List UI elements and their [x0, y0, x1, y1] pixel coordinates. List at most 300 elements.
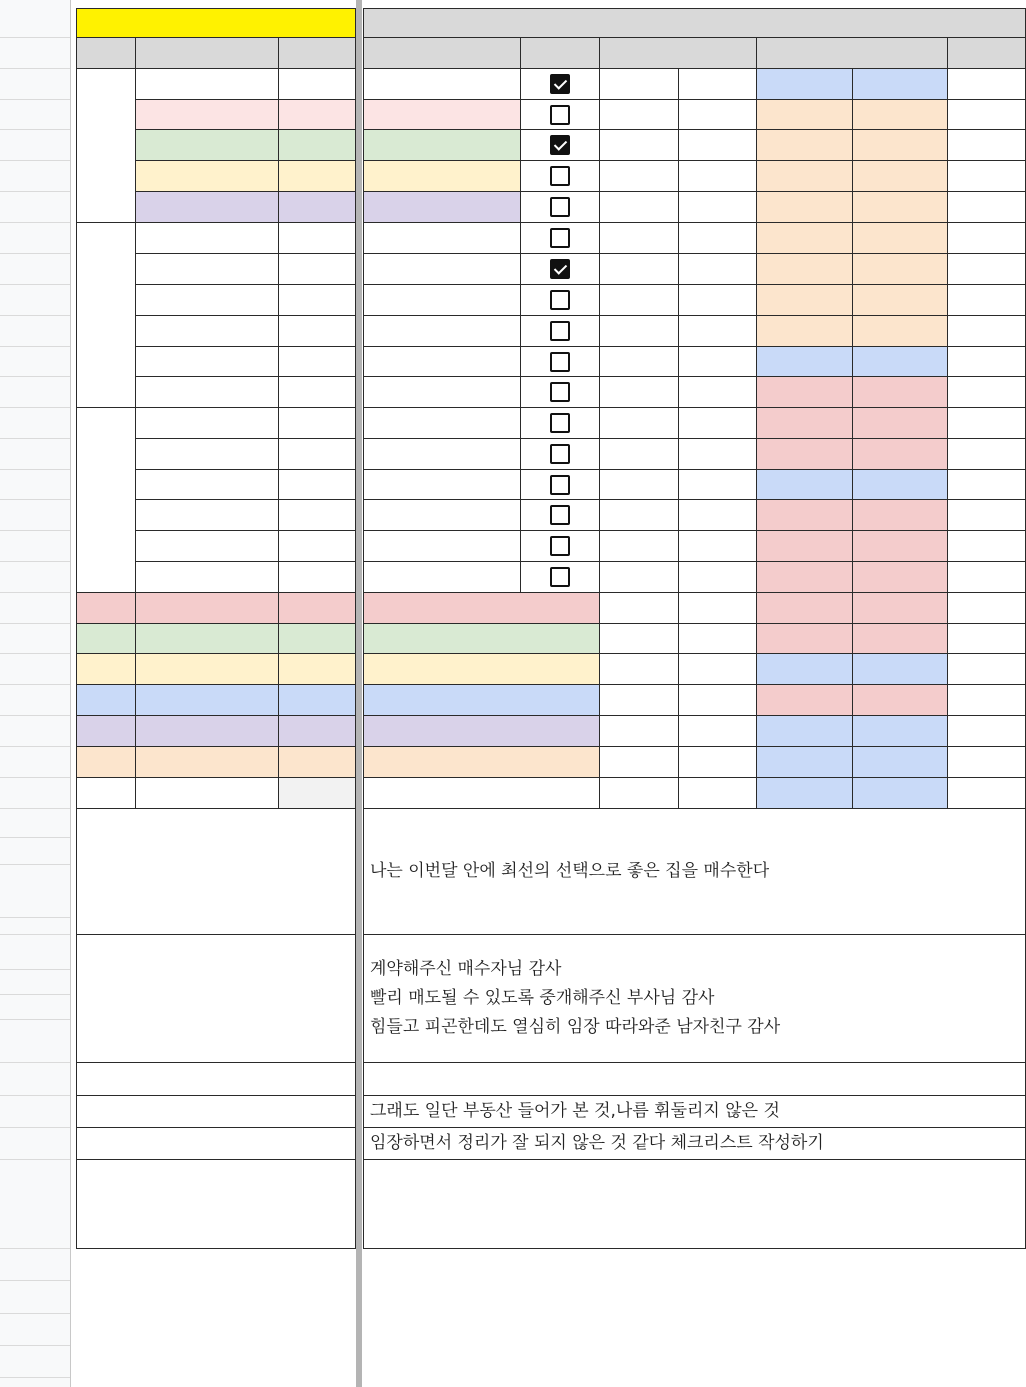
onething-result[interactable]: [279, 161, 356, 192]
activity-second-half[interactable]: [853, 192, 948, 223]
activity-first-half[interactable]: [757, 408, 853, 439]
summary-result[interactable]: [279, 685, 356, 716]
time-half[interactable]: [679, 192, 757, 223]
group-label-routine-invest: [76, 223, 136, 408]
goal-cell[interactable]: [363, 377, 521, 408]
row-number[interactable]: [0, 8, 70, 38]
activity-second-half[interactable]: [853, 100, 948, 130]
activity-second-half[interactable]: [853, 624, 948, 654]
row-number[interactable]: [0, 439, 70, 470]
routine-personal-item[interactable]: [136, 531, 279, 562]
spend-cell[interactable]: [948, 439, 1026, 470]
checkbox-unchecked[interactable]: [550, 166, 570, 186]
row-number[interactable]: [0, 970, 70, 995]
summary-value[interactable]: [136, 716, 279, 747]
activity-first-half[interactable]: [757, 562, 853, 593]
routine-invest-result[interactable]: [279, 254, 356, 285]
summary-value[interactable]: [136, 654, 279, 685]
goal-cell[interactable]: [363, 500, 521, 531]
routine-personal-item[interactable]: [136, 408, 279, 439]
onething-item[interactable]: [136, 130, 279, 161]
time-half[interactable]: [679, 470, 757, 500]
spend-cell[interactable]: [948, 685, 1026, 716]
summary-goal[interactable]: [363, 685, 600, 716]
one-word-label: [76, 1160, 356, 1249]
frozen-column-divider: [356, 0, 362, 1387]
summary-goal[interactable]: [363, 593, 600, 624]
row-number[interactable]: [0, 1249, 70, 1281]
routine-personal-result[interactable]: [279, 500, 356, 531]
spend-cell[interactable]: [948, 778, 1026, 809]
check-cell[interactable]: [521, 223, 600, 254]
activity-first-half[interactable]: [757, 685, 853, 716]
row-number[interactable]: [0, 192, 70, 223]
reflection-content[interactable]: [363, 1128, 1026, 1160]
check-cell[interactable]: [521, 130, 600, 161]
checkbox-unchecked[interactable]: [550, 105, 570, 125]
checkbox-unchecked[interactable]: [550, 475, 570, 495]
row-number[interactable]: [0, 865, 70, 918]
spend-cell[interactable]: [948, 161, 1026, 192]
checkbox-unchecked[interactable]: [550, 567, 570, 587]
header-category: [76, 38, 136, 69]
time-start[interactable]: [600, 161, 679, 192]
goal-empty-27[interactable]: [363, 778, 600, 809]
header-content: [757, 38, 948, 69]
spend-cell[interactable]: [948, 654, 1026, 685]
activity-second-half[interactable]: [853, 747, 948, 778]
spend-cell[interactable]: [948, 223, 1026, 254]
time-half[interactable]: [679, 685, 757, 716]
routine-invest-result[interactable]: [279, 377, 356, 408]
activity-first-half[interactable]: [757, 439, 853, 470]
checkbox-unchecked[interactable]: [550, 197, 570, 217]
spend-cell[interactable]: [948, 624, 1026, 654]
onething-item[interactable]: [136, 192, 279, 223]
spend-cell[interactable]: [948, 254, 1026, 285]
row-number[interactable]: [0, 316, 70, 347]
onething-result[interactable]: [279, 192, 356, 223]
activity-first-half[interactable]: [757, 316, 853, 347]
activity-first-half[interactable]: [757, 254, 853, 285]
time-half[interactable]: [679, 161, 757, 192]
gratitude-line: 빨리 매도될 수 있도록 중개해주신 부사님 감사: [370, 988, 715, 1008]
onething-result[interactable]: [279, 100, 356, 130]
routine-personal-result[interactable]: [279, 470, 356, 500]
time-half[interactable]: [679, 716, 757, 747]
onething-result[interactable]: [279, 130, 356, 161]
check-cell[interactable]: [521, 254, 600, 285]
routine-personal-item[interactable]: [136, 470, 279, 500]
spend-cell[interactable]: [948, 408, 1026, 439]
onething-result[interactable]: [279, 69, 356, 100]
spend-cell[interactable]: [948, 716, 1026, 747]
totals-label: [76, 1346, 136, 1378]
row-number[interactable]: [0, 995, 70, 1020]
header-time: [600, 38, 757, 69]
row-number[interactable]: [0, 747, 70, 778]
summary-goal[interactable]: [363, 716, 600, 747]
routine-personal-item[interactable]: [136, 439, 279, 470]
check-cell[interactable]: [521, 285, 600, 316]
time-half[interactable]: [679, 747, 757, 778]
check-cell[interactable]: [521, 408, 600, 439]
spend-cell[interactable]: [948, 69, 1026, 100]
summary-goal[interactable]: [363, 747, 600, 778]
summary-label: [76, 624, 136, 654]
time-start[interactable]: [600, 500, 679, 531]
spend-cell[interactable]: [948, 562, 1026, 593]
spend-cell[interactable]: [948, 593, 1026, 624]
time-half[interactable]: [679, 439, 757, 470]
time-half[interactable]: [679, 100, 757, 130]
activity-second-half[interactable]: [853, 69, 948, 100]
row-number[interactable]: [0, 624, 70, 654]
activity-first-half[interactable]: [757, 69, 853, 100]
reflection-text: 임장하면서 정리가 잘 되지 않은 것 같다 체크리스트 작성하기: [370, 1133, 824, 1153]
activity-first-half[interactable]: [757, 347, 853, 377]
activity-second-half[interactable]: [853, 654, 948, 685]
totals-label: [76, 1281, 136, 1314]
spend-cell[interactable]: [948, 747, 1026, 778]
time-start[interactable]: [600, 531, 679, 562]
routine-invest-result[interactable]: [279, 285, 356, 316]
spend-cell[interactable]: [948, 470, 1026, 500]
summary-value[interactable]: [136, 593, 279, 624]
checkbox-checked[interactable]: [550, 74, 570, 94]
row-number[interactable]: [0, 838, 70, 865]
row-number[interactable]: [0, 593, 70, 624]
row-number[interactable]: [0, 470, 70, 500]
activity-second-half[interactable]: [853, 130, 948, 161]
row-number[interactable]: [0, 408, 70, 439]
time-half[interactable]: [679, 408, 757, 439]
check-cell[interactable]: [521, 347, 600, 377]
onething-item[interactable]: [136, 69, 279, 100]
activity-second-half[interactable]: [853, 685, 948, 716]
spend-cell[interactable]: [948, 100, 1026, 130]
goal-cell[interactable]: [363, 254, 521, 285]
time-start[interactable]: [600, 100, 679, 130]
summary-goal[interactable]: [363, 624, 600, 654]
routine-invest-result[interactable]: [279, 223, 356, 254]
routine-invest-item[interactable]: [136, 223, 279, 254]
time-half[interactable]: [679, 223, 757, 254]
plan-label: [76, 1063, 356, 1096]
summary-value[interactable]: [136, 747, 279, 778]
row-number[interactable]: [0, 716, 70, 747]
activity-first-half[interactable]: [757, 223, 853, 254]
row-number[interactable]: [0, 377, 70, 408]
row-number[interactable]: [0, 531, 70, 562]
routine-invest-item[interactable]: [136, 254, 279, 285]
time-start[interactable]: [600, 654, 679, 685]
activity-second-half[interactable]: [853, 285, 948, 316]
time-start[interactable]: [600, 130, 679, 161]
time-half[interactable]: [679, 654, 757, 685]
check-cell[interactable]: [521, 316, 600, 347]
routine-personal-result[interactable]: [279, 562, 356, 593]
spend-cell[interactable]: [948, 347, 1026, 377]
checkbox-unchecked[interactable]: [550, 290, 570, 310]
goal-cell[interactable]: [363, 562, 521, 593]
goal-cell[interactable]: [363, 223, 521, 254]
time-start[interactable]: [600, 347, 679, 377]
totals-value[interactable]: [136, 1249, 359, 1281]
checkbox-checked[interactable]: [550, 259, 570, 279]
activity-first-half[interactable]: [757, 161, 853, 192]
routine-personal-item[interactable]: [136, 562, 279, 593]
spend-cell[interactable]: [948, 377, 1026, 408]
time-start[interactable]: [600, 593, 679, 624]
row-number[interactable]: [0, 809, 70, 838]
routine-personal-item[interactable]: [136, 500, 279, 531]
total-spend-value[interactable]: [136, 778, 279, 809]
time-start[interactable]: [600, 778, 679, 809]
summary-label: [76, 593, 136, 624]
summary-label: [76, 716, 136, 747]
routine-personal-result[interactable]: [279, 531, 356, 562]
summary-result[interactable]: [279, 654, 356, 685]
row-number[interactable]: [0, 285, 70, 316]
time-half[interactable]: [679, 624, 757, 654]
activity-second-half[interactable]: [853, 377, 948, 408]
activity-first-half[interactable]: [757, 716, 853, 747]
goal-cell[interactable]: [363, 408, 521, 439]
checkbox-unchecked[interactable]: [550, 321, 570, 341]
time-half[interactable]: [679, 69, 757, 100]
summary-result[interactable]: [279, 624, 356, 654]
gratitude-text: [364, 955, 786, 1042]
activity-first-half[interactable]: [757, 747, 853, 778]
check-cell[interactable]: [521, 377, 600, 408]
row-number[interactable]: [0, 500, 70, 531]
time-half[interactable]: [679, 377, 757, 408]
activity-second-half[interactable]: [853, 531, 948, 562]
activity-first-half[interactable]: [757, 778, 853, 809]
summary-label: [76, 654, 136, 685]
activity-first-half[interactable]: [757, 500, 853, 531]
summary-goal[interactable]: [363, 654, 600, 685]
activity-second-half[interactable]: [853, 223, 948, 254]
row-number[interactable]: [0, 223, 70, 254]
row-number[interactable]: [0, 130, 70, 161]
summary-value[interactable]: [136, 624, 279, 654]
goal-cell[interactable]: [363, 285, 521, 316]
spend-cell[interactable]: [948, 130, 1026, 161]
activity-second-half[interactable]: [853, 161, 948, 192]
goal-cell[interactable]: [363, 316, 521, 347]
row-number[interactable]: [0, 935, 70, 970]
activity-second-half[interactable]: [853, 254, 948, 285]
activity-second-half[interactable]: [853, 500, 948, 531]
time-half[interactable]: [679, 285, 757, 316]
onething-item[interactable]: [136, 161, 279, 192]
activity-second-half[interactable]: [853, 716, 948, 747]
summary-label: [76, 747, 136, 778]
goal-cell[interactable]: [363, 439, 521, 470]
onething-item[interactable]: [136, 100, 279, 130]
activity-first-half[interactable]: [757, 531, 853, 562]
activity-first-half[interactable]: [757, 130, 853, 161]
time-half[interactable]: [679, 593, 757, 624]
checkbox-unchecked[interactable]: [550, 413, 570, 433]
check-cell[interactable]: [521, 562, 600, 593]
activity-second-half[interactable]: [853, 470, 948, 500]
time-start[interactable]: [600, 470, 679, 500]
row-number[interactable]: [0, 161, 70, 192]
activity-second-half[interactable]: [853, 316, 948, 347]
goal-cell[interactable]: [363, 531, 521, 562]
summary-result[interactable]: [279, 747, 356, 778]
gratitude-content[interactable]: [363, 935, 1026, 1063]
routine-personal-result[interactable]: [279, 408, 356, 439]
goal-cell[interactable]: [363, 470, 521, 500]
routine-personal-result[interactable]: [279, 439, 356, 470]
checkbox-unchecked[interactable]: [550, 352, 570, 372]
check-cell[interactable]: [521, 100, 600, 130]
time-start[interactable]: [600, 69, 679, 100]
check-cell[interactable]: [521, 69, 600, 100]
row-number[interactable]: [0, 38, 70, 69]
row-number[interactable]: [0, 1314, 70, 1346]
row-number[interactable]: [0, 347, 70, 377]
checkbox-unchecked[interactable]: [550, 382, 570, 402]
routine-invest-item[interactable]: [136, 316, 279, 347]
spend-cell[interactable]: [948, 192, 1026, 223]
checkbox-checked[interactable]: [550, 135, 570, 155]
summary-result[interactable]: [279, 716, 356, 747]
totals-value[interactable]: [136, 1281, 359, 1314]
goal-cell[interactable]: [363, 69, 521, 100]
time-start[interactable]: [600, 747, 679, 778]
time-start[interactable]: [600, 192, 679, 223]
row-number[interactable]: [0, 1128, 70, 1160]
time-half[interactable]: [679, 316, 757, 347]
totals-label: [76, 1249, 136, 1281]
checkbox-unchecked[interactable]: [550, 444, 570, 464]
good-point-content[interactable]: [363, 1096, 1026, 1128]
affirmation-content[interactable]: [363, 809, 1026, 935]
time-start[interactable]: [600, 716, 679, 747]
row-number[interactable]: [0, 1346, 70, 1378]
row-number[interactable]: [0, 654, 70, 685]
spend-cell[interactable]: [948, 285, 1026, 316]
time-start[interactable]: [600, 223, 679, 254]
routine-invest-item[interactable]: [136, 347, 279, 377]
one-word-content[interactable]: [363, 1160, 1026, 1249]
time-start[interactable]: [600, 285, 679, 316]
goal-cell[interactable]: [363, 347, 521, 377]
affirmation-text: 나는 이번달 안에 최선의 선택으로 좋은 집을 매수한다: [370, 861, 770, 881]
activity-first-half[interactable]: [757, 377, 853, 408]
time-start[interactable]: [600, 377, 679, 408]
row-number[interactable]: [0, 1160, 70, 1249]
time-start[interactable]: [600, 439, 679, 470]
check-cell[interactable]: [521, 500, 600, 531]
check-cell[interactable]: [521, 531, 600, 562]
plan-content[interactable]: [363, 1063, 1026, 1096]
check-cell[interactable]: [521, 470, 600, 500]
activity-second-half[interactable]: [853, 593, 948, 624]
time-half[interactable]: [679, 562, 757, 593]
summary-result[interactable]: [279, 593, 356, 624]
time-start[interactable]: [600, 316, 679, 347]
routine-invest-result[interactable]: [279, 316, 356, 347]
time-half[interactable]: [679, 347, 757, 377]
row-number[interactable]: [0, 1281, 70, 1314]
time-half[interactable]: [679, 130, 757, 161]
activity-first-half[interactable]: [757, 654, 853, 685]
time-start[interactable]: [600, 254, 679, 285]
total-spend-empty[interactable]: [279, 778, 356, 809]
row-number[interactable]: [0, 778, 70, 809]
checkbox-unchecked[interactable]: [550, 536, 570, 556]
activity-second-half[interactable]: [853, 408, 948, 439]
row-number[interactable]: [0, 562, 70, 593]
checkbox-unchecked[interactable]: [550, 228, 570, 248]
totals-value[interactable]: [136, 1346, 359, 1378]
activity-first-half[interactable]: [757, 593, 853, 624]
activity-first-half[interactable]: [757, 470, 853, 500]
row-number[interactable]: [0, 254, 70, 285]
time-start[interactable]: [600, 562, 679, 593]
activity-first-half[interactable]: [757, 624, 853, 654]
routine-invest-item[interactable]: [136, 377, 279, 408]
time-half[interactable]: [679, 254, 757, 285]
row-number[interactable]: [0, 1096, 70, 1128]
activity-second-half[interactable]: [853, 347, 948, 377]
goal-cell[interactable]: [363, 100, 521, 130]
good-point-text: 그래도 일단 부동산 들어가 본 것,나름 휘둘리지 않은 것: [370, 1101, 780, 1121]
check-cell[interactable]: [521, 192, 600, 223]
spend-cell[interactable]: [948, 316, 1026, 347]
row-number[interactable]: [0, 1020, 70, 1063]
time-half[interactable]: [679, 500, 757, 531]
summary-value[interactable]: [136, 685, 279, 716]
row-number[interactable]: [0, 100, 70, 130]
routine-invest-item[interactable]: [136, 285, 279, 316]
check-cell[interactable]: [521, 161, 600, 192]
goal-cell[interactable]: [363, 192, 521, 223]
activity-first-half[interactable]: [757, 100, 853, 130]
row-number[interactable]: [0, 1063, 70, 1096]
time-start[interactable]: [600, 624, 679, 654]
goal-cell[interactable]: [363, 130, 521, 161]
checkbox-unchecked[interactable]: [550, 505, 570, 525]
time-half[interactable]: [679, 778, 757, 809]
time-start[interactable]: [600, 685, 679, 716]
gratitude-line: 계약해주신 매수자님 감사: [370, 959, 562, 979]
check-cell[interactable]: [521, 439, 600, 470]
header-spend: [948, 38, 1026, 69]
totals-value[interactable]: [136, 1314, 359, 1346]
row-number[interactable]: [0, 685, 70, 716]
activity-second-half[interactable]: [853, 562, 948, 593]
time-half[interactable]: [679, 531, 757, 562]
row-number[interactable]: [0, 69, 70, 100]
activity-first-half[interactable]: [757, 192, 853, 223]
routine-invest-result[interactable]: [279, 347, 356, 377]
spend-cell[interactable]: [948, 500, 1026, 531]
activity-second-half[interactable]: [853, 778, 948, 809]
time-start[interactable]: [600, 408, 679, 439]
activity-second-half[interactable]: [853, 439, 948, 470]
row-number[interactable]: [0, 918, 70, 935]
activity-first-half[interactable]: [757, 285, 853, 316]
spend-cell[interactable]: [948, 531, 1026, 562]
goal-cell[interactable]: [363, 161, 521, 192]
